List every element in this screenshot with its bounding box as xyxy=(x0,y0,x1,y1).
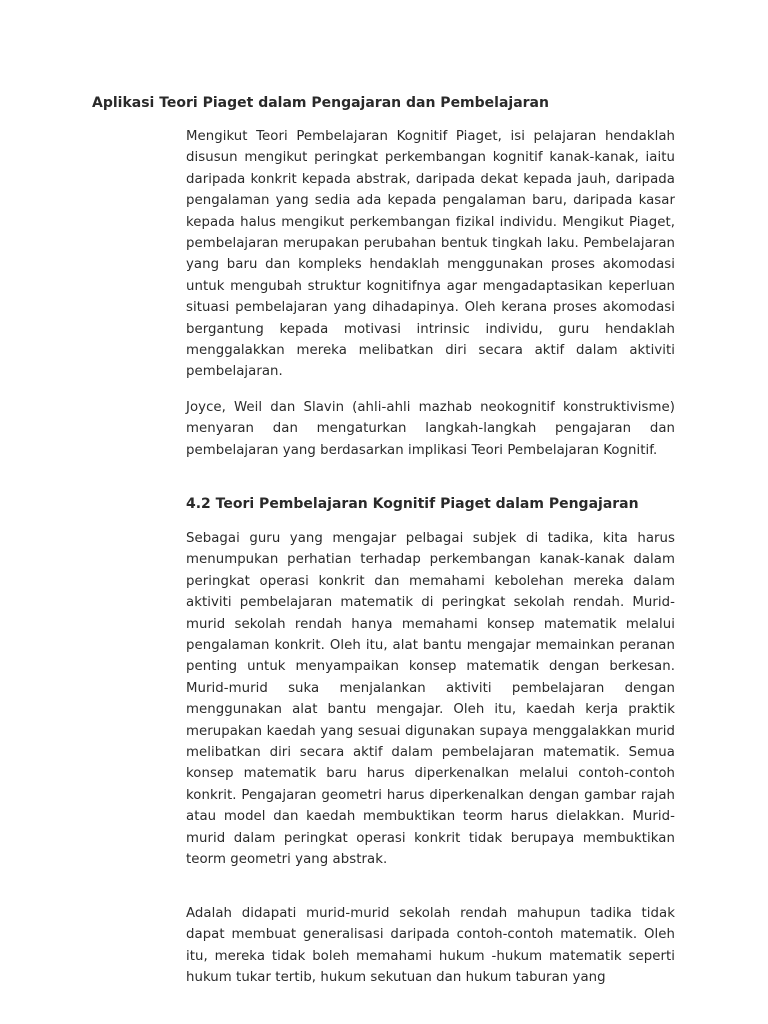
paragraph-text: Joyce, Weil dan Slavin (ahli-ahli mazhab neokognitif konstruktivisme) menyaran dan mengaturkan langkah-langkah pengajaran dan pembelajaran yang berdasarkan implikasi Teori Pembelajaran Kognitif. xyxy=(186,400,675,458)
paragraph-text: Mengikut Teori Pembelajaran Kognitif Piaget, isi pelajaran hendaklah disusun mengikut peringkat perkembangan kognitif kanak-kanak, iaitu daripada konkrit kepada abstrak, daripada dekat kepada jauh, daripada pengalaman yang sedia ada kepada pengalaman baru, daripada kasar kepada halus mengikut perkembangan fizikal individu. Mengikut Piaget, pembelajaran merupakan perubahan bentuk tingkah laku. Pembelajaran yang baru dan kompleks hendaklah menggunakan proses akomodasi untuk mengubah struktur kognitifnya agar mengadaptasikan keperluan situasi pembelajaran yang dihadapinya. Oleh kerana proses akomodasi bergantung kepada motivasi intrinsic individu, guru hendaklah menggalakkan mereka melibatkan diri secara aktif dalam aktiviti pembelajaran. xyxy=(186,129,675,380)
section-heading: Aplikasi Teori Piaget dalam Pengajaran dan Pembelajaran xyxy=(92,95,549,111)
paragraph-piaget-application xyxy=(186,126,675,383)
paragraph-text: Sebagai guru yang mengajar pelbagai subjek di tadika, kita harus menumpukan perhatian terhadap perkembangan kanak-kanak dalam peringkat operasi konkrit dan memahami kebolehan mereka dalam aktiviti pembelajaran matematik di peringkat sekolah rendah. Murid-murid sekolah rendah hanya memahami konsep matematik melalui pengalaman konkrit. Oleh itu, alat bantu mengajar memainkan peranan penting untuk menyampaikan konsep matematik dengan berkesan. Murid-murid suka menjalankan aktiviti pembelajaran dengan menggunakan alat bantu mengajar. Oleh itu, kaedah kerja praktik merupakan kaedah yang sesuai digunakan supaya menggalakkan murid melibatkan diri secara aktif dalam pembelajaran matematik. Semua konsep matematik baru harus diperkenalkan melalui contoh-contoh konkrit. Pengajaran geometri harus diperkenalkan dengan gambar rajah atau model dan kaedah membuktikan teorm harus dielakkan. Murid-murid dalam peringkat operasi konkrit tidak berupaya membuktikan teorm geometri yang abstrak. xyxy=(186,531,675,868)
subsection-heading xyxy=(186,494,675,515)
paragraph-generalisation xyxy=(186,903,675,989)
paragraph-joyce-weil-slavin xyxy=(186,397,675,461)
subheading-text: 4.2 Teori Pembelajaran Kognitif Piaget dalam Pengajaran xyxy=(186,496,639,512)
paragraph-text: Adalah didapati murid-murid sekolah rendah mahupun tadika tidak dapat membuat generalisasi daripada contoh-contoh matematik. Oleh itu, mereka tidak boleh memahami hukum -hukum matematik seperti hukum tukar tertib, hukum sekutuan dan hukum taburan yang xyxy=(186,906,675,986)
paragraph-teaching-kindergarten xyxy=(186,528,675,871)
